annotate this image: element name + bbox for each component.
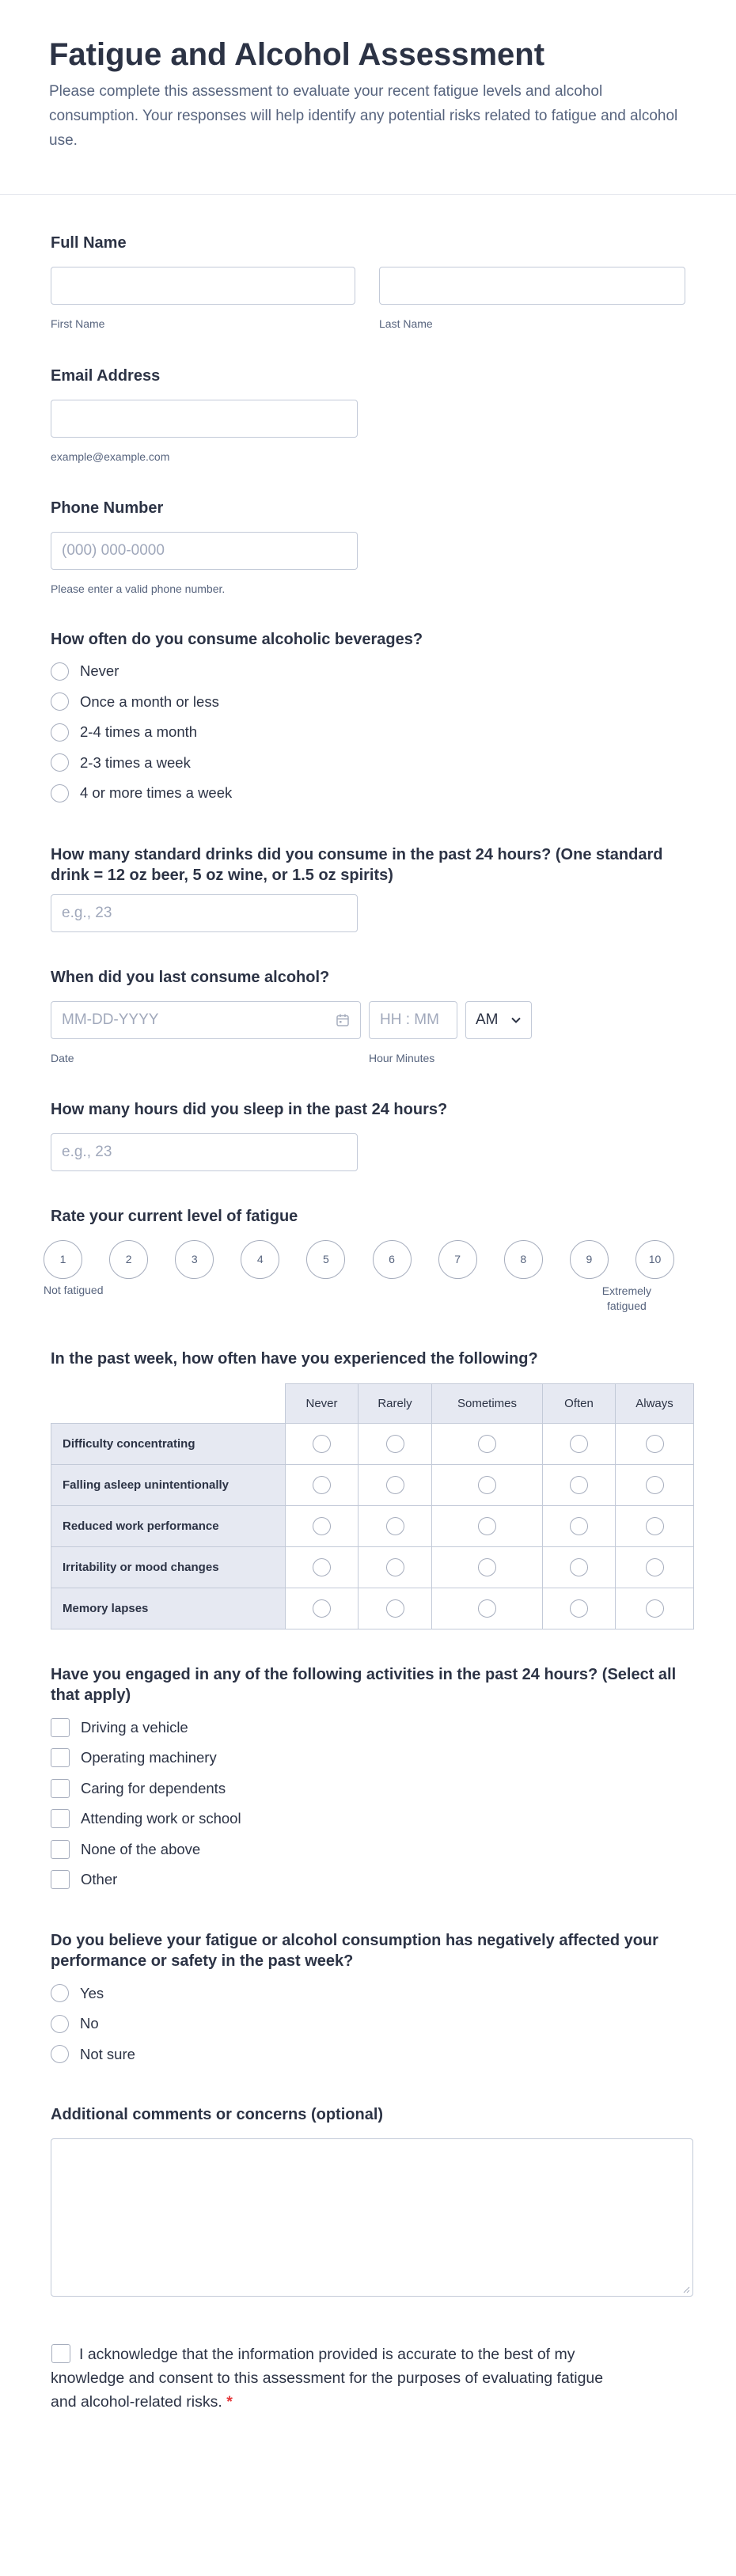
matrix-column-header: Often [543,1383,616,1423]
matrix-row [51,1546,694,1588]
activity-option[interactable] [51,1713,685,1743]
option-label: Yes [80,1984,104,2001]
scale-option[interactable]: 4 [241,1240,279,1279]
scale-option[interactable]: 3 [175,1240,214,1279]
sleep-hours-input[interactable] [51,1133,358,1171]
option-label: Driving a vehicle [81,1718,188,1736]
phone-input[interactable] [51,532,358,570]
resize-handle-icon[interactable] [682,2286,690,2293]
activity-option[interactable] [51,1865,685,1895]
option-label: Other [81,1871,118,1888]
activity-option[interactable] [51,1804,685,1834]
matrix-row [51,1464,694,1505]
scale-option[interactable]: 2 [109,1240,148,1279]
calendar-icon[interactable] [336,1013,350,1027]
radio-button[interactable] [51,723,69,742]
affected-option[interactable] [51,1978,685,2009]
phone-label: Phone Number [51,499,164,517]
option-label: Caring for dependents [81,1779,226,1796]
fatigue-scale-field [44,1206,685,1314]
matrix-radio[interactable] [386,1599,404,1618]
scale-option[interactable]: 6 [373,1240,412,1279]
option-label: Operating machinery [81,1749,217,1766]
matrix-row-label: Memory lapses [51,1588,286,1629]
drinks-24h-field [51,844,685,932]
option-label: 2-4 times a month [80,723,198,741]
matrix-radio[interactable] [386,1558,404,1576]
symptom-matrix-field [51,1349,685,1629]
time-input[interactable] [369,1001,457,1039]
form-subtitle: Please complete this assessment to evaluate your recent fatigue levels and alcohol consumption. Your responses will help identify any potential risks related to fatigue and alcohol use. [49,83,678,149]
form-title: Fatigue and Alcohol Assessment [49,37,545,72]
alcohol-frequency-option[interactable] [51,656,685,687]
chevron-down-icon [510,1016,522,1024]
activities-label: Have you engaged in any of the following activities in the past 24 hours? (Select all that apply) [51,1665,677,1704]
affected-option[interactable] [51,2039,685,2070]
matrix-radio[interactable] [478,1435,496,1453]
full-name-field [51,233,685,330]
matrix-row [51,1505,694,1546]
comments-textarea[interactable] [51,2138,693,2297]
matrix-radio[interactable] [646,1599,664,1618]
option-label: No [80,2015,99,2032]
acknowledgment-text: I acknowledge that the information provided is accurate to the best of my knowledge and consent to this assessment for the purposes of evaluating fatigue and alcohol-related risks. [51,2346,604,2411]
option-label: None of the above [81,1840,201,1857]
alcohol-frequency-option[interactable] [51,748,685,779]
scale-low-label: Not fatigued [44,1283,104,1296]
required-indicator: * [226,2393,233,2411]
matrix-row [51,1423,694,1464]
first-name-input[interactable] [51,267,355,305]
date-input[interactable] [51,1001,361,1039]
checkbox[interactable] [51,1840,70,1859]
symptom-matrix-label: In the past week, how often have you experienced the following? [51,1349,538,1368]
alcohol-frequency-option[interactable] [51,717,685,748]
activity-option[interactable] [51,1834,685,1865]
alcohol-frequency-option[interactable] [51,778,685,809]
affected-label: Do you believe your fatigue or alcohol consumption has negatively affected your performance or safety in the past week? [51,1931,658,1970]
sleep-hours-field [51,1099,685,1171]
scale-high-label-line2: fatigued [606,1299,647,1312]
radio-button[interactable] [51,662,69,681]
matrix-radio[interactable] [313,1558,331,1576]
checkbox[interactable] [51,1809,70,1828]
checkbox[interactable] [51,1870,70,1889]
matrix-radio[interactable] [386,1476,404,1494]
scale-high-label-line1: Extremely [601,1284,651,1297]
fatigue-scale-label: Rate your current level of fatigue [51,1207,298,1225]
radio-button[interactable] [51,784,69,802]
date-placeholder: MM-DD-YYYY [62,1011,159,1028]
time-placeholder: HH : MM [380,1011,439,1028]
matrix-radio[interactable] [646,1476,664,1494]
option-label: 2-3 times a week [80,753,191,771]
matrix-column-header: Never [286,1383,359,1423]
email-sublabel: example@example.com [51,450,170,463]
matrix-column-header: Rarely [359,1383,432,1423]
matrix-column-header: Always [616,1383,694,1423]
full-name-label: Full Name [51,234,127,252]
matrix-radio[interactable] [646,1435,664,1453]
matrix-radio[interactable] [313,1435,331,1453]
comments-label: Additional comments or concerns (optional) [51,2106,384,2123]
matrix-row [51,1588,694,1629]
last-name-sublabel: Last Name [379,317,433,330]
matrix-radio[interactable] [646,1558,664,1576]
alcohol-frequency-label: How often do you consume alcoholic beverages? [51,631,423,648]
fatigue-scale [44,1240,674,1279]
matrix-radio[interactable] [646,1517,664,1535]
email-label: Email Address [51,367,161,385]
radio-button[interactable] [51,692,69,711]
matrix-radio[interactable] [386,1517,404,1535]
last-consumed-label: When did you last consume alcohol? [51,968,330,986]
phone-sublabel: Please enter a valid phone number. [51,582,226,595]
option-label: Attending work or school [81,1810,241,1827]
drinks-24h-label: How many standard drinks did you consume in the past 24 hours? (One standard drink = 12 oz beer, 5 oz wine, or 1.5 oz spirits) [51,845,663,884]
sleep-hours-placeholder: e.g., 23 [62,1143,112,1160]
form-body [0,233,736,2414]
scale-option[interactable]: 10 [635,1240,674,1279]
alcohol-frequency-option[interactable] [51,687,685,718]
ampm-select[interactable] [465,1001,532,1039]
option-label: Never [80,662,120,680]
drinks-24h-placeholder: e.g., 23 [62,904,112,921]
last-consumed-field [51,967,685,1064]
scale-option[interactable]: 7 [438,1240,477,1279]
email-field [51,366,685,463]
scale-option[interactable]: 5 [306,1240,345,1279]
comments-field [51,2104,685,2297]
matrix-row-label: Falling asleep unintentionally [51,1464,286,1505]
matrix-row-label: Reduced work performance [51,1505,286,1546]
matrix-radio[interactable] [313,1476,331,1494]
email-input[interactable] [51,400,358,438]
matrix-radio[interactable] [386,1435,404,1453]
matrix-row-label: Difficulty concentrating [51,1423,286,1464]
acknowledgment-checkbox[interactable] [51,2344,70,2363]
activity-option[interactable] [51,1743,685,1774]
activity-option[interactable] [51,1774,685,1804]
phone-placeholder: (000) 000-0000 [62,542,165,559]
matrix-radio[interactable] [570,1435,588,1453]
radio-button[interactable] [51,753,69,772]
time-sublabel: Hour Minutes [369,1051,435,1064]
option-label: Once a month or less [80,692,219,710]
matrix-radio[interactable] [570,1599,588,1618]
option-label: 4 or more times a week [80,784,233,802]
affected-option[interactable] [51,2009,685,2039]
matrix-radio[interactable] [478,1476,496,1494]
ampm-value: AM [476,1011,499,1028]
radio-button[interactable] [51,1984,69,2002]
matrix-radio[interactable] [313,1599,331,1618]
phone-field [51,498,685,595]
radio-button[interactable] [51,2045,69,2063]
affected-field [51,1930,685,2070]
radio-button[interactable] [51,2015,69,2033]
matrix-radio[interactable] [570,1476,588,1494]
sleep-hours-label: How many hours did you sleep in the past 24 hours? [51,1100,448,1118]
checkbox[interactable] [51,1779,70,1798]
matrix-corner [51,1383,286,1423]
checkbox[interactable] [51,1718,70,1737]
scale-option[interactable]: 9 [570,1240,609,1279]
scale-option[interactable]: 8 [504,1240,543,1279]
first-name-sublabel: First Name [51,317,105,330]
last-name-input[interactable] [379,267,685,305]
matrix-radio[interactable] [313,1517,331,1535]
matrix-radio[interactable] [570,1517,588,1535]
acknowledgment-field [51,2343,613,2414]
alcohol-frequency-field [51,629,685,809]
scale-option[interactable]: 1 [44,1240,82,1279]
date-sublabel: Date [51,1051,74,1064]
matrix-column-header: Sometimes [432,1383,543,1423]
checkbox[interactable] [51,1748,70,1767]
symptom-matrix [51,1383,694,1629]
matrix-radio[interactable] [478,1517,496,1535]
form-header [0,0,736,195]
matrix-row-label: Irritability or mood changes [51,1546,286,1588]
matrix-radio[interactable] [570,1558,588,1576]
option-label: Not sure [80,2045,135,2062]
matrix-radio[interactable] [478,1599,496,1618]
drinks-24h-input[interactable] [51,894,358,932]
matrix-radio[interactable] [478,1558,496,1576]
activities-field [51,1664,685,1895]
